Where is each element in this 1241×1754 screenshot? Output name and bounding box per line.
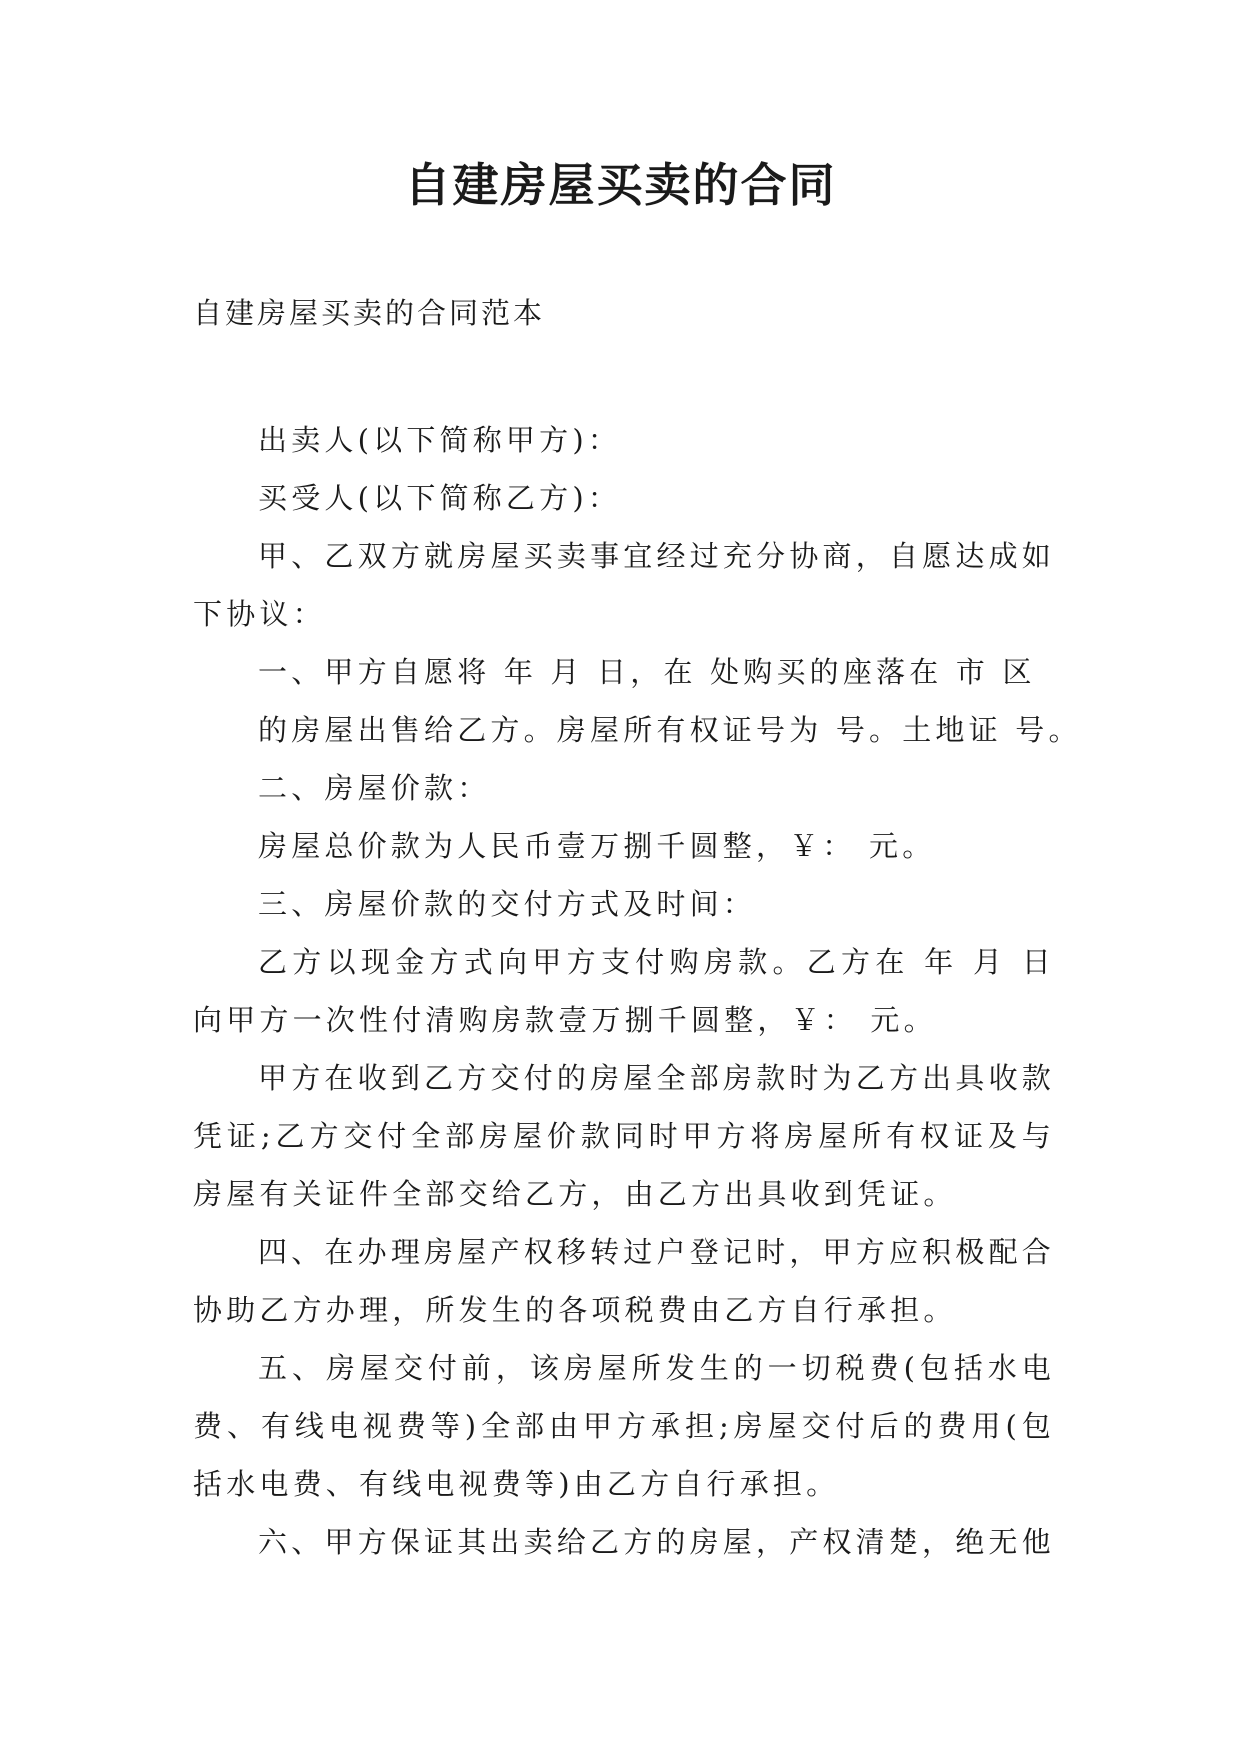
paragraph-clause-1-line-1: 一、甲方自愿将 年 月 日，在 处购买的座落在 市 区 xyxy=(258,655,1036,689)
paragraph-clause-4: 四、在办理房屋产权移转过户登记时，甲方应积极配合协助乙方办理，所发生的各项税费由乙方自行承担。 xyxy=(193,1235,1055,1327)
paragraph-clause-2-heading: 二、房屋价款： xyxy=(258,771,491,805)
document-title: 自建房屋买卖的合同 xyxy=(404,158,837,212)
paragraph-clause-3-heading: 三、房屋价款的交付方式及时间： xyxy=(258,887,757,921)
paragraph-clause-5: 五、房屋交付前，该房屋所发生的一切税费(包括水电费、有线电视费等)全部由甲方承担;房屋交付后的费用(包括水电费、有线电视费等)由乙方自行承担。 xyxy=(193,1351,1055,1501)
paragraph-clause-6: 六、甲方保证其出卖给乙方的房屋，产权清楚，绝无他 xyxy=(258,1525,1055,1559)
paragraph-clause-3-receipt: 甲方在收到乙方交付的房屋全部房款时为乙方出具收款凭证;乙方交付全部房屋价款同时甲方将房屋所有权证及与房屋有关证件全部交给乙方，由乙方出具收到凭证。 xyxy=(193,1061,1055,1211)
paragraph-buyer: 买受人(以下简称乙方)： xyxy=(258,481,622,515)
paragraph-clause-1-line-2: 的房屋出售给乙方。房屋所有权证号为 号。土地证 号。 xyxy=(258,713,1082,747)
paragraph-clause-2-price: 房屋总价款为人民币壹万捌千圆整，￥： 元。 xyxy=(258,829,936,863)
contract-body xyxy=(193,411,1082,1571)
paragraph-agreement: 甲、乙双方就房屋买卖事宜经过充分协商，自愿达成如下协议： xyxy=(193,539,1055,631)
paragraph-clause-3-payment: 乙方以现金方式向甲方支付购房款。乙方在 年 月 日向甲方一次性付清购房款壹万捌千圆整，￥： 元。 xyxy=(193,945,1055,1037)
paragraph-seller: 出卖人(以下简称甲方)： xyxy=(258,423,622,457)
document-subtitle: 自建房屋买卖的合同范本 xyxy=(193,296,546,330)
